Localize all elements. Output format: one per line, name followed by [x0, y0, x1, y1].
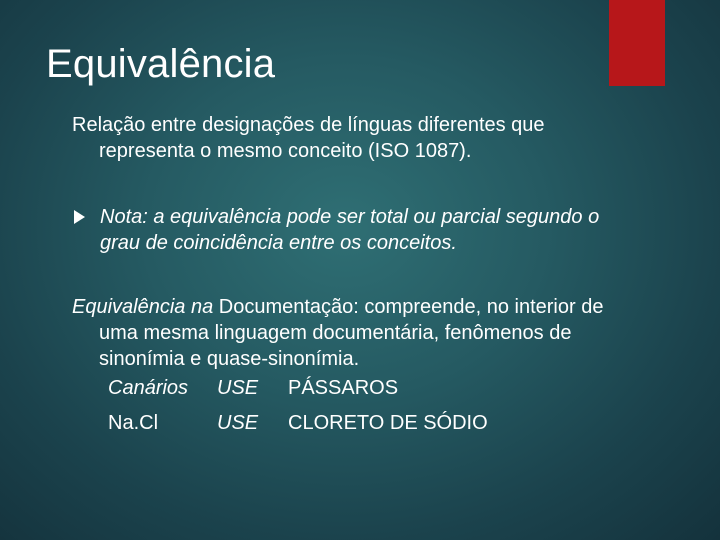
note-line-1: Nota: a equivalência pode ser total ou parcial segundo o [100, 206, 600, 228]
note-line-2: grau de coincidência entre os conceitos. [100, 232, 457, 254]
note-paragraph [100, 204, 672, 256]
documentation-line-3: sinonímia e quase-sinonímia. [99, 348, 360, 370]
slide-title: Equivalência [46, 42, 276, 86]
documentation-line-1 [72, 294, 672, 320]
documentation-paragraph [72, 294, 672, 372]
example-term: Na.Cl [108, 412, 159, 434]
example-target: PÁSSAROS [288, 377, 399, 399]
example-relation: USE [217, 377, 259, 399]
definition-line-1: Relação entre designações de línguas diferentes que [72, 114, 545, 136]
accent-bar [609, 0, 665, 86]
definition-paragraph [72, 112, 672, 164]
triangle-bullet-icon [74, 210, 85, 224]
example-term: Canários [108, 377, 189, 399]
example-relation: USE [217, 412, 259, 434]
documentation-line-1-rest: Documentação: compreende, no interior de [213, 296, 604, 318]
definition-line-2: representa o mesmo conceito (ISO 1087). [99, 140, 472, 162]
documentation-lead: Equivalência na [72, 296, 214, 318]
documentation-line-2: uma mesma linguagem documentária, fenômenos de [99, 322, 572, 344]
example-target: CLORETO DE SÓDIO [288, 412, 488, 434]
